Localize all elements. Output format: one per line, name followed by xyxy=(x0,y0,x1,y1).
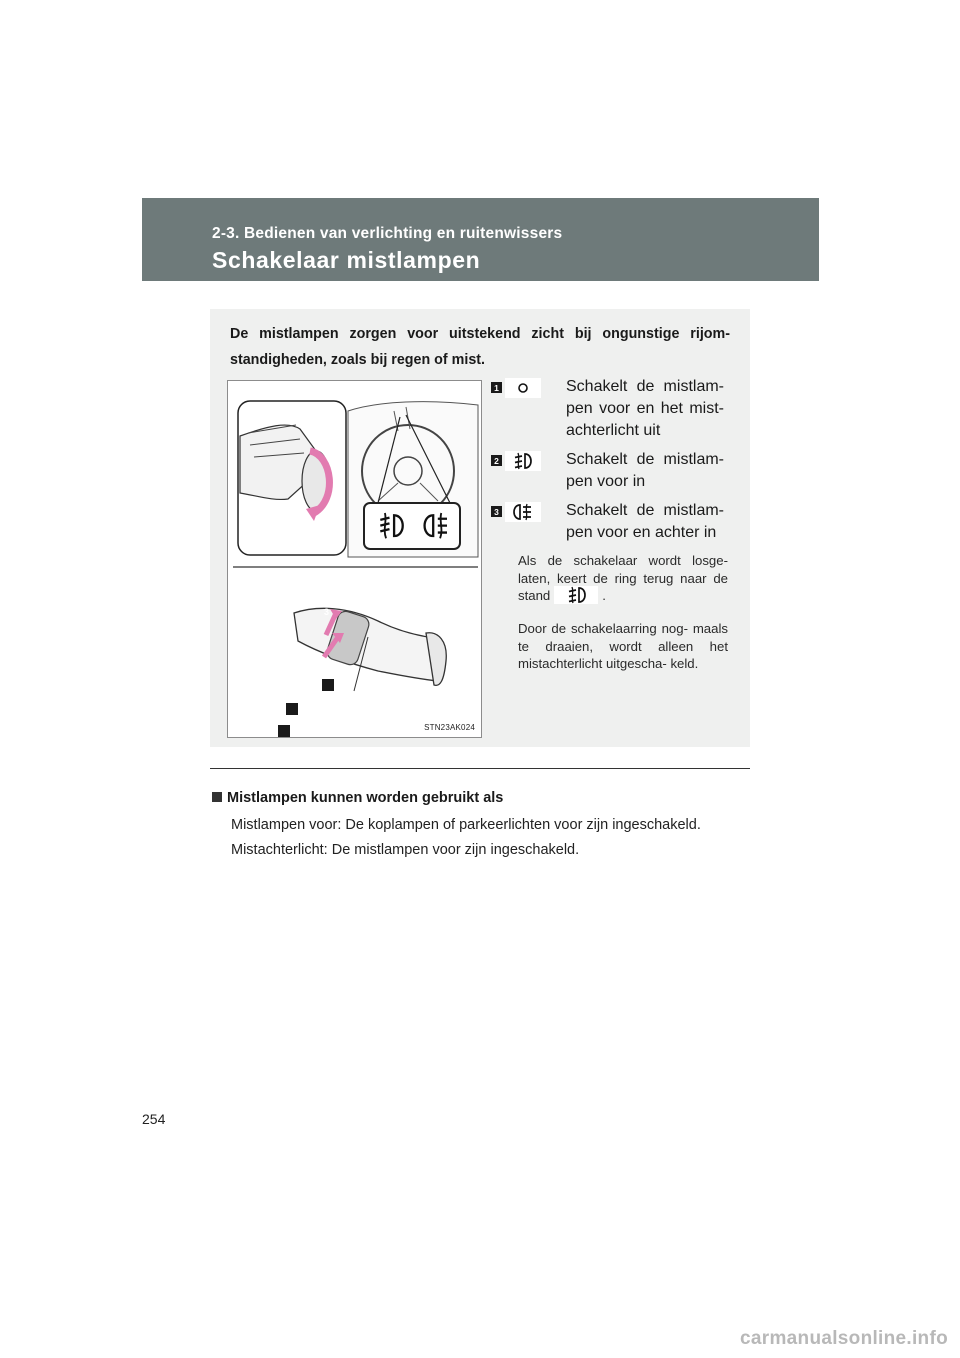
figure-label-badge-2 xyxy=(286,703,298,715)
legend-item-rear xyxy=(491,502,736,548)
item-description: Schakelt de mistlam- pen voor in xyxy=(566,451,724,490)
figure-label-1: 1 xyxy=(280,653,286,663)
usage-heading-text: Mistlampen kunnen worden gebruikt als xyxy=(227,790,504,806)
illustration-svg xyxy=(228,381,482,738)
front-fog-light-icon xyxy=(554,586,598,604)
note-release-end: . xyxy=(602,588,606,603)
item-description: Schakelt de mistlam- pen voor en achter in xyxy=(566,502,724,541)
figure-label-3: 3 xyxy=(324,607,330,617)
usage-rear: Mistachterlicht: De mistlampen voor zijn ingeschakeld. xyxy=(231,842,580,858)
front-fog-light-icon xyxy=(505,451,541,471)
usage-front: Mistlampen voor: De koplampen of parkeerlichten voor zijn ingeschakeld. xyxy=(231,817,701,833)
section-divider xyxy=(210,768,750,769)
fog-light-panel xyxy=(210,309,750,747)
intro-text: De mistlampen zorgen voor uitstekend zicht bij ongunstige rijom- standigheden, zoals bij regen of mist. xyxy=(230,326,730,368)
usage-heading xyxy=(212,790,503,806)
legend-item-front xyxy=(491,451,736,497)
watermark: carmanualsonline.info xyxy=(740,1328,948,1349)
switch-illustration xyxy=(227,380,482,738)
item-number-badge: 2 xyxy=(491,455,502,466)
legend-item-off xyxy=(491,378,736,448)
page-number: 254 xyxy=(142,1111,166,1127)
page-title: Schakelaar mistlampen xyxy=(212,247,481,273)
rear-fog-light-icon xyxy=(505,502,541,522)
section-label: 2-3. Bedienen van verlichting en ruitenwissers xyxy=(212,225,563,242)
item-number-badge: 1 xyxy=(491,382,502,393)
item-number-badge: 3 xyxy=(491,506,502,517)
figure-label-badge-1 xyxy=(278,725,290,737)
item-description: Schakelt de mistlam- pen voor en het mist- achterlicht uit xyxy=(566,378,724,439)
figure-code: STN23AK024 xyxy=(424,723,475,732)
fog-light-off-icon xyxy=(505,378,541,398)
section-header xyxy=(142,198,819,281)
note-release xyxy=(518,552,728,606)
note-rear-off: Door de schakelaarring nog- maals te draaien, wordt alleen het mistachterlicht uitgescha- keld. xyxy=(518,621,728,671)
figure-label-2: 2 xyxy=(288,631,294,641)
note-release-text: Als de schakelaar wordt losge- laten, keert de ring terug naar de stand xyxy=(518,553,728,603)
figure-label-badge-3 xyxy=(322,679,334,691)
square-bullet-icon xyxy=(212,792,222,802)
